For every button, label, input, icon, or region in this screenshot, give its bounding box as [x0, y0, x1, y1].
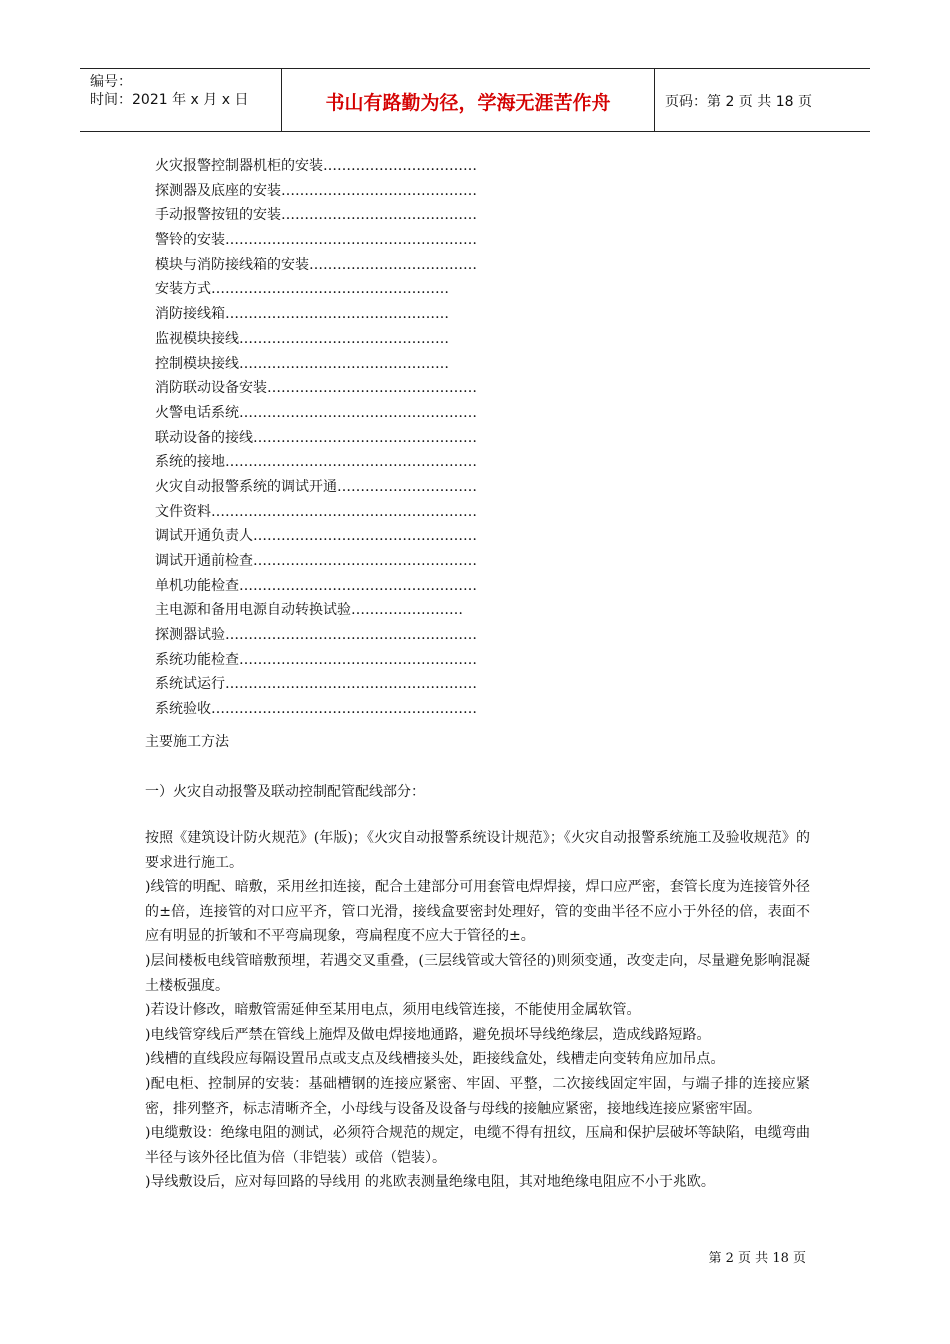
toc-entry: 探测器及底座的安装…………………………………… [155, 182, 477, 199]
main-heading: 主要施工方法 [145, 734, 229, 750]
toc-entry: 系统功能检查…………………………………………… [155, 651, 477, 668]
toc-entry: 系统试运行……………………………………………… [155, 676, 477, 693]
paragraph: )导线敷设后，应对每回路的导线用 的兆欧表测量绝缘电阻，其对地绝缘电阻应不小于兆欧。 [145, 1174, 715, 1191]
table-of-contents [155, 154, 477, 722]
paragraph: )线槽的直线段应每隔设置吊点或支点及线槽接头处，距接线盒处，线槽走向变转角应加吊点。 [145, 1051, 725, 1068]
toc-entry: 警铃的安装……………………………………………… [155, 232, 477, 249]
toc-entry: 火灾自动报警系统的调试开通………………………… [155, 478, 477, 495]
toc-entry: 系统的接地……………………………………………… [155, 454, 477, 471]
toc-entry: 探测器试验……………………………………………… [155, 627, 477, 644]
document-date-label: 时间：2021 年 x 月 x 日 [90, 92, 249, 108]
header-meta-cell [80, 69, 282, 131]
paragraph: )电线管穿线后严禁在管线上施焊及做电焊接地通路，避免损坏导线绝缘层，造成线路短路。 [145, 1026, 711, 1043]
toc-entry: 单机功能检查…………………………………………… [155, 577, 477, 594]
toc-entry: 消防联动设备安装……………………………………… [155, 380, 477, 397]
toc-entry: 调试开通前检查………………………………………… [155, 553, 477, 569]
toc-entry: 火警电话系统…………………………………………… [155, 404, 477, 421]
toc-entry: 文件资料………………………………………………… [155, 503, 477, 520]
header-page-cell [655, 69, 870, 131]
page-header [80, 68, 870, 132]
toc-entry: 联动设备的接线………………………………………… [155, 429, 477, 446]
toc-entry: 火灾报警控制器机柜的安装…………………………… [155, 158, 477, 174]
paragraph: )层间楼板电线管暗敷预埋，若遇交叉重叠，(三层线管或大管径的)则须变通，改变走向，尽量避免影响混凝土楼板强度。 [145, 952, 810, 994]
header-page-number: 页码：第 2 页 共 18 页 [665, 94, 812, 110]
page-footer: 第 2 页 共 18 页 [708, 1251, 806, 1266]
toc-entry: 调试开通负责人………………………………………… [155, 528, 477, 545]
paragraph: )线管的明配、暗敷，采用丝扣连接，配合土建部分可用套管电焊焊接，焊口应严密，套管长度为连接管外径的±倍，连接管的对口应平齐，管口光滑，接线盒要密封处理好，管的变曲半径不应小于外径的倍，表面不应有明显的折皱和不平弯扁现象，弯扁程度不应大于管径的±。 [145, 879, 810, 945]
toc-entry: 消防接线箱………………………………………… [155, 306, 449, 323]
toc-entry: 系统验收………………………………………………… [155, 701, 477, 718]
toc-entry: 安装方式…………………………………………… [155, 281, 449, 298]
toc-entry: 控制模块接线……………………………………… [155, 355, 449, 372]
section-heading: 一）火灾自动报警及联动控制配管配线部分： [145, 784, 425, 800]
toc-entry: 监视模块接线……………………………………… [155, 330, 449, 347]
toc-entry: 模块与消防接线箱的安装……………………………… [155, 256, 477, 273]
body-text [145, 826, 810, 1195]
header-motto-cell [282, 69, 655, 131]
paragraph: )若设计修改，暗敷管需延伸至某用电点，须用电线管连接，不能使用金属软管。 [145, 1002, 641, 1019]
header-motto: 书山有路勤为径，学海无涯苦作舟 [325, 92, 611, 114]
paragraph: )电缆敷设：绝缘电阻的测试，必须符合规范的规定，电缆不得有扭纹，压扁和保护层破坏等缺陷，电缆弯曲半径与该外径比值为倍（非铠装）或倍（铠装）。 [145, 1125, 810, 1166]
paragraph: 按照《建筑设计防火规范》(年版)；《火灾自动报警系统设计规范》；《火灾自动报警系统施工及验收规范》的要求进行施工。 [145, 830, 810, 871]
paragraph: )配电柜、控制屏的安装：基础槽钢的连接应紧密、牢固、平整，二次接线固定牢固，与端子排的连接应紧密，排列整齐，标志清晰齐全，小母线与设备及设备与母线的接触应紧密，接地线连接应紧密牢固。 [145, 1075, 810, 1117]
document-number-label: 编号： [90, 74, 132, 90]
toc-entry: 主电源和备用电源自动转换试验…………………… [155, 602, 463, 619]
toc-entry: 手动报警按钮的安装…………………………………… [155, 207, 477, 224]
